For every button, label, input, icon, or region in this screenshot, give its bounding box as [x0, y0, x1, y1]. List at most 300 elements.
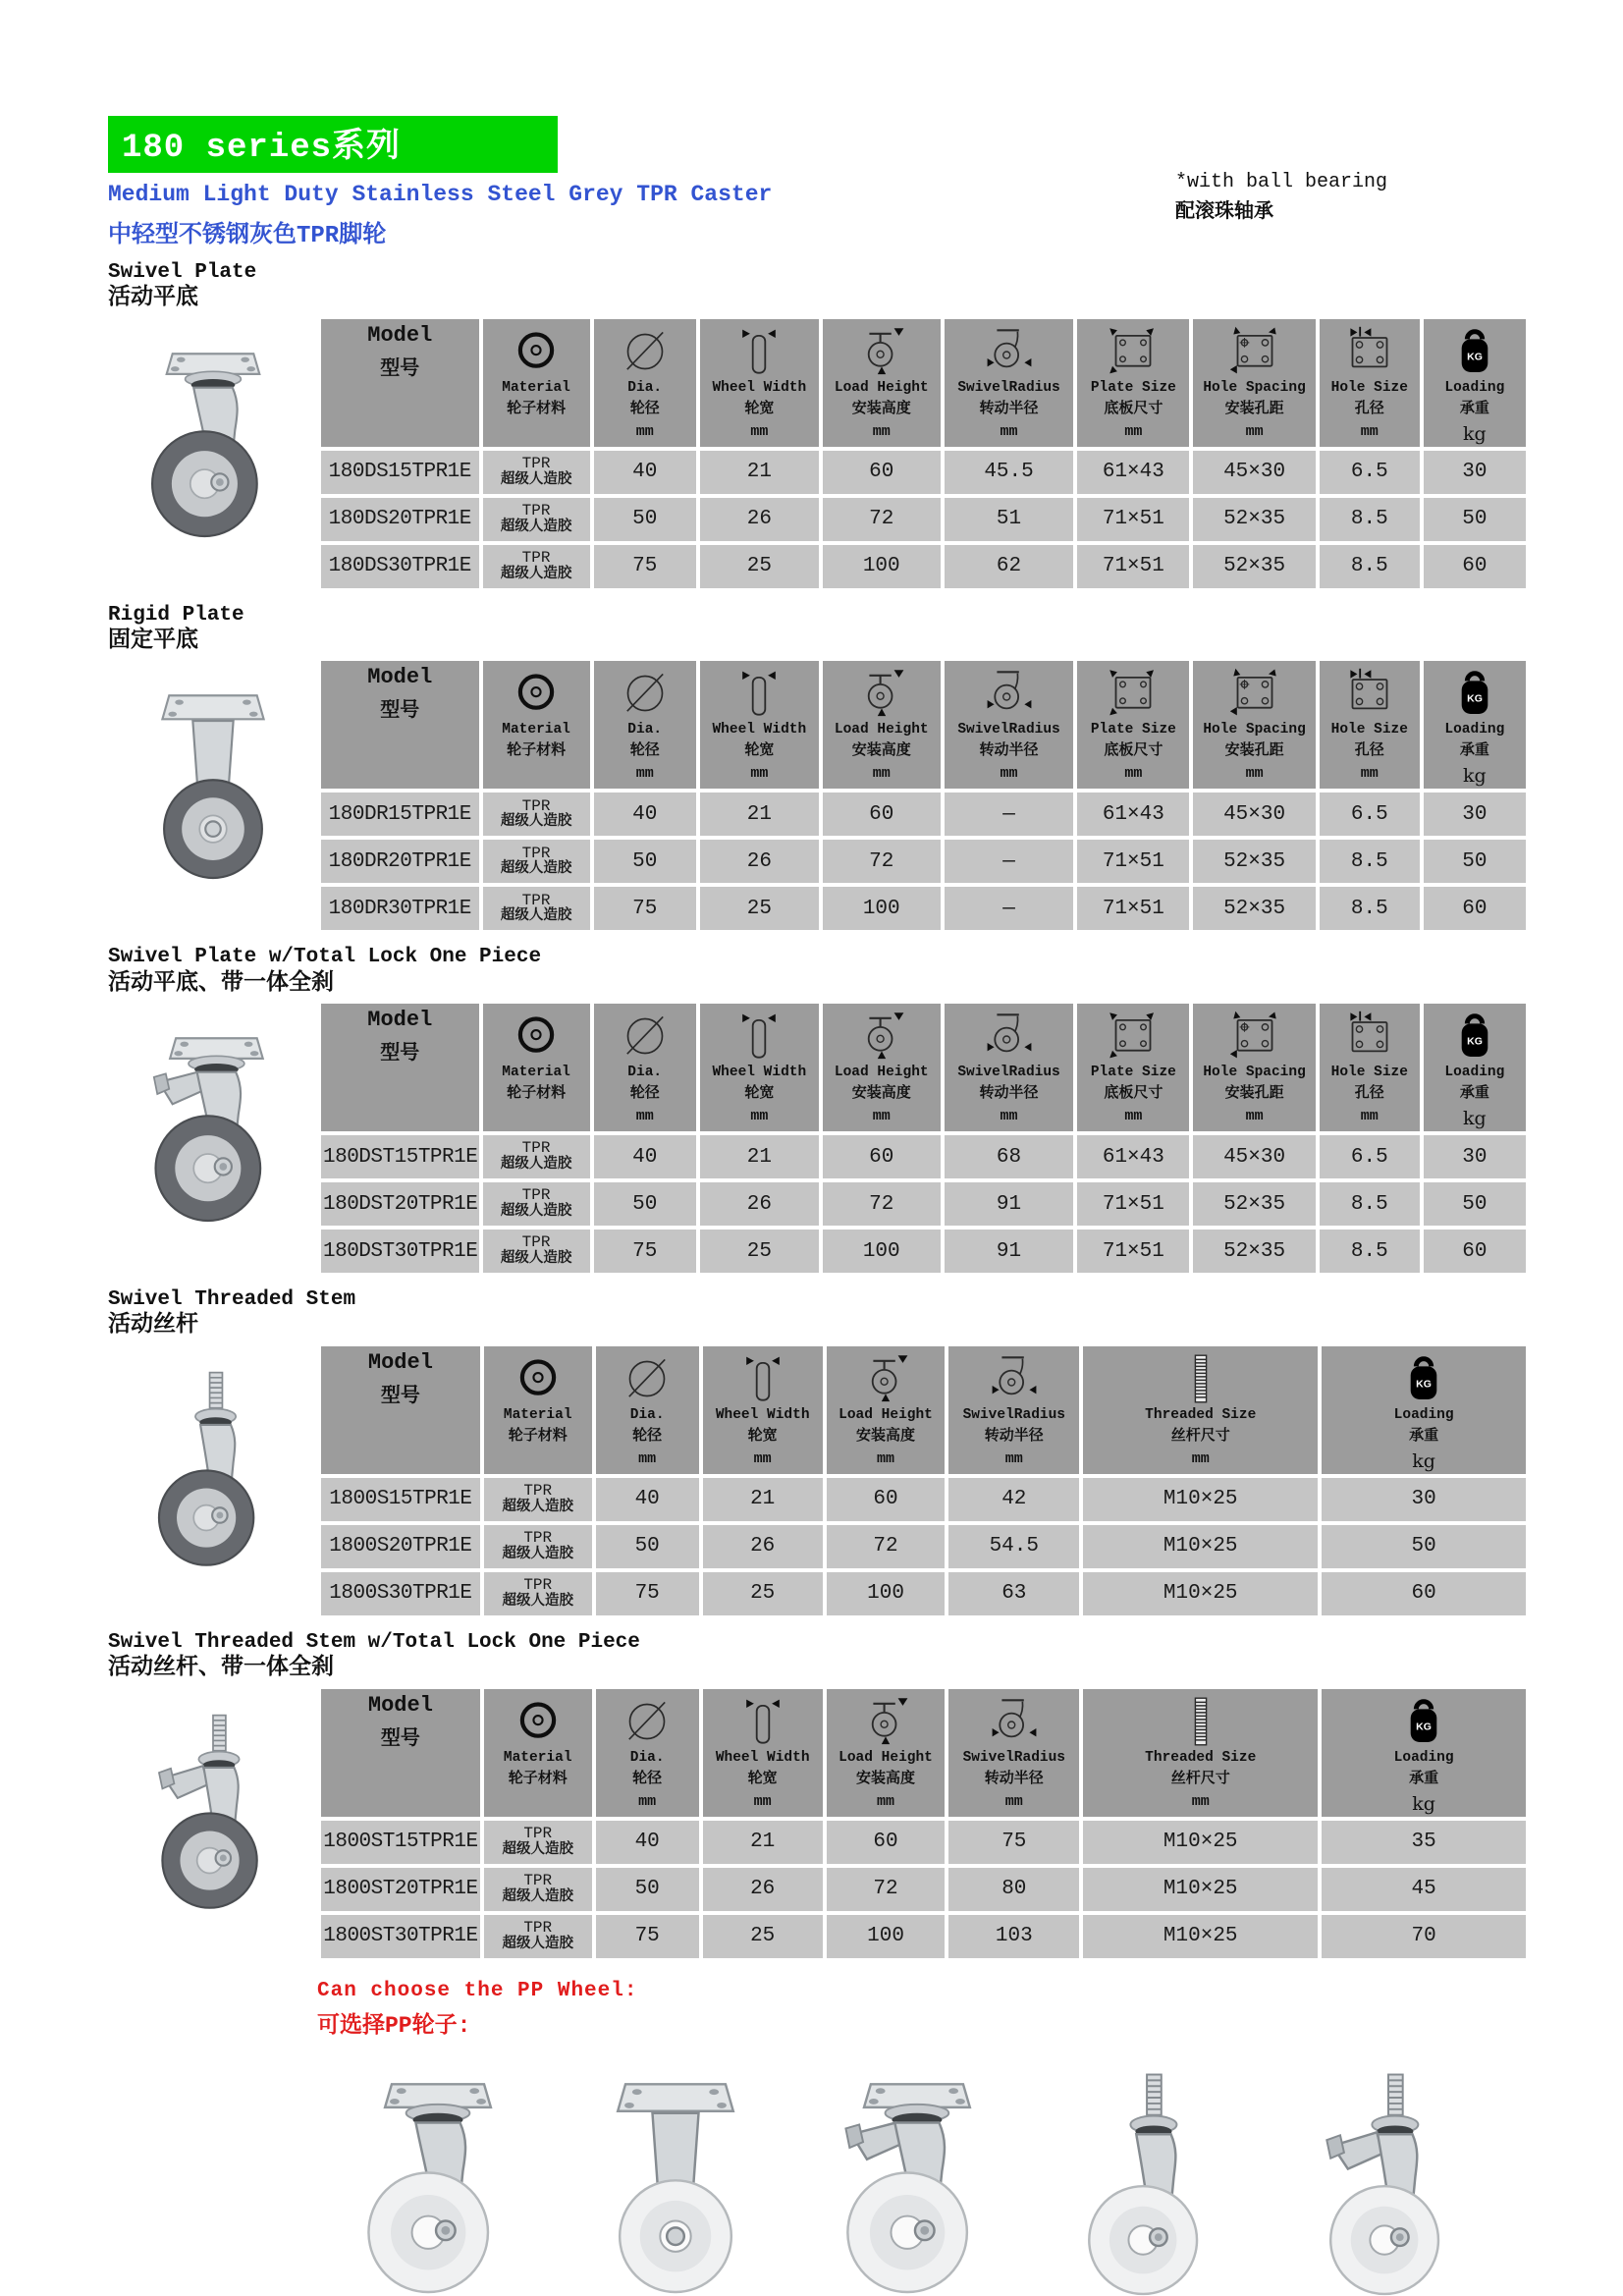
col-header-en: Hole Size: [1330, 722, 1408, 738]
col-header-zh: 丝杆尺寸: [1170, 1427, 1230, 1445]
col-header-dia: [596, 1346, 699, 1474]
gallery-photo-rigid-plate: [579, 2064, 772, 2296]
col-header-zh: 承重: [1459, 400, 1489, 417]
spec-table: [317, 1000, 1530, 1277]
cell-material: [484, 1868, 592, 1911]
cell-dia: 75: [594, 545, 696, 588]
cell-swivel_radius: 80: [948, 1868, 1079, 1911]
product-section: [108, 1631, 1623, 1962]
col-header-plate_size: [1077, 1004, 1189, 1131]
col-header-material: [483, 1004, 590, 1131]
col-header-zh: 轮子材料: [507, 1085, 567, 1103]
col-header-unit: kg: [1463, 765, 1487, 788]
col-header-zh: 轮径: [629, 742, 660, 760]
col-header-unit: mm: [1004, 1792, 1023, 1810]
spec-row: [321, 1915, 1526, 1958]
spec-header-row: [321, 1689, 1526, 1817]
material-en: TPR: [521, 548, 551, 567]
col-header-loading: [1424, 661, 1526, 789]
wheel-icon: [509, 666, 564, 721]
col-header-en: Hole Spacing: [1203, 379, 1306, 396]
section-heading-en: Swivel Threaded Stem: [108, 1288, 356, 1312]
load-height-icon: [854, 1009, 909, 1064]
loading-kg-icon: [1396, 1351, 1451, 1406]
col-header-en: Hole Spacing: [1203, 1065, 1306, 1081]
col-header-unit: [486, 1793, 590, 1811]
col-header-loading: [1322, 1346, 1526, 1474]
gallery-photo-threaded-stem-brake: [1292, 2064, 1485, 2296]
swivel-radius-icon: [982, 324, 1037, 379]
cell-dia: 50: [596, 1868, 699, 1911]
section-heading-en: Swivel Plate w/Total Lock One Piece: [108, 946, 542, 969]
cell-loading: 45: [1322, 1868, 1526, 1911]
col-header-zh: 丝杆尺寸: [1170, 1770, 1230, 1787]
cell-loading: 35: [1322, 1821, 1526, 1864]
col-header-en: SwivelRadius: [957, 722, 1060, 738]
section-heading-zh: 活动平底: [108, 285, 198, 311]
section-heading: [108, 261, 1623, 312]
col-header-unit: mm: [750, 765, 769, 783]
col-header-unit: mm: [750, 1108, 769, 1125]
cell-loading: 50: [1424, 840, 1526, 883]
material-en: TPR: [521, 796, 551, 815]
cell-model: 1800ST20TPR1E: [321, 1868, 480, 1911]
load-height-icon: [854, 324, 909, 379]
product-section: [108, 946, 1623, 1277]
cell-plate_size: 61×43: [1077, 451, 1189, 494]
section-heading: [108, 946, 1623, 997]
col-header-material: [483, 319, 590, 447]
col-header-unit: mm: [750, 422, 769, 440]
col-header-swivel_radius: [948, 1689, 1079, 1817]
ball-bearing-note-en: *with ball bearing: [1175, 171, 1388, 193]
col-header-unit: [486, 1450, 590, 1468]
product-photo-slot: [108, 657, 317, 904]
wheel-icon: [509, 324, 564, 379]
col-header-en: Hole Size: [1330, 1065, 1408, 1081]
col-header-loading: [1322, 1689, 1526, 1817]
ball-bearing-note-zh: 配滚珠轴承: [1175, 201, 1273, 224]
col-header-zh: 轮子材料: [507, 400, 567, 417]
material-en: TPR: [521, 1186, 551, 1205]
cell-plate_size: 61×43: [1077, 793, 1189, 836]
cell-load_height: 60: [827, 1478, 946, 1521]
gallery-photo-threaded-stem: [1055, 2064, 1247, 2296]
section-heading-zh: 活动平底、带一体全刹: [108, 969, 334, 996]
cell-wheel_width: 26: [700, 840, 819, 883]
col-header-zh: 安装高度: [851, 400, 911, 417]
spec-row: [321, 498, 1526, 541]
cell-hole_spacing: 52×35: [1193, 887, 1316, 930]
cell-plate_size: 71×51: [1077, 840, 1189, 883]
col-header-unit: mm: [635, 422, 654, 440]
material-en: TPR: [523, 1482, 553, 1501]
col-header-zh: 孔径: [1354, 400, 1384, 417]
cell-wheel_width: 25: [703, 1915, 823, 1958]
section-heading-en: Swivel Plate: [108, 261, 257, 284]
col-header-zh: 安装高度: [851, 1085, 911, 1103]
cell-material: [483, 1230, 590, 1273]
col-header-loading: [1424, 319, 1526, 447]
product-photo-threaded-stem-brake: [129, 1711, 298, 1933]
swivel-radius-icon: [982, 666, 1037, 721]
cell-swivel_radius: 42: [948, 1478, 1079, 1521]
cell-load_height: 72: [823, 1182, 941, 1226]
col-header-en: Load Height: [834, 1065, 929, 1081]
ball-bearing-note: [1175, 167, 1387, 228]
col-header-zh: 安装孔距: [1224, 1085, 1284, 1103]
col-header-en: Threaded Size: [1145, 1749, 1257, 1766]
cell-hole_spacing: 52×35: [1193, 1182, 1316, 1226]
col-header-model-zh: 型号: [380, 1727, 420, 1751]
page-header: [108, 116, 1623, 249]
cell-wheel_width: 25: [703, 1572, 823, 1615]
col-header-unit: mm: [872, 1108, 891, 1125]
cell-load_height: 72: [823, 498, 941, 541]
material-en: TPR: [523, 1918, 553, 1937]
wheel-icon: [509, 1009, 564, 1064]
cell-hole_spacing: 52×35: [1193, 1230, 1316, 1273]
subtitle-en: Medium Light Duty Stainless Steel Grey TPR Caster: [108, 182, 773, 207]
col-header-plate_size: [1077, 319, 1189, 447]
col-header-load_height: [823, 661, 941, 789]
col-header-dia: [594, 661, 696, 789]
cell-material: [484, 1915, 592, 1958]
product-section: [108, 261, 1623, 592]
col-header-unit: mm: [638, 1449, 657, 1467]
col-header-unit: kg: [1412, 1449, 1435, 1472]
col-header-model: [321, 661, 479, 789]
col-header-swivel_radius: [945, 1004, 1074, 1131]
swivel-radius-icon: [987, 1694, 1042, 1749]
spec-row: [321, 1525, 1526, 1568]
col-header-unit: [485, 765, 588, 783]
cell-hole_size: 8.5: [1320, 498, 1420, 541]
material-en: TPR: [521, 1233, 551, 1252]
pp-wheel-note: [317, 1980, 1623, 2039]
cell-loading: 30: [1424, 451, 1526, 494]
material-zh: 超级人造胶: [500, 861, 572, 878]
col-header-en: Wheel Width: [712, 1065, 807, 1081]
cell-load_height: 100: [823, 1230, 941, 1273]
col-header-zh: 承重: [1459, 1085, 1489, 1103]
col-header-en: Plate Size: [1090, 722, 1176, 738]
col-header-dia: [594, 1004, 696, 1131]
col-header-model: [321, 319, 479, 447]
cell-hole_size: 8.5: [1320, 545, 1420, 588]
cell-material: [483, 1182, 590, 1226]
spec-table: [317, 1342, 1530, 1619]
col-header-unit: mm: [1004, 1449, 1023, 1467]
material-en: TPR: [521, 454, 551, 472]
col-header-en: Loading: [1444, 379, 1505, 396]
col-header-unit: [485, 423, 588, 441]
col-header-dia: [594, 319, 696, 447]
col-header-zh: 安装孔距: [1224, 400, 1284, 417]
product-photo-swivel-plate-brake: [129, 1025, 298, 1247]
cell-load_height: 72: [823, 840, 941, 883]
hole-size-icon: [1342, 666, 1397, 721]
col-header-en: Dia.: [627, 1065, 663, 1081]
cell-load_height: 100: [823, 545, 941, 588]
product-photo-slot: [108, 315, 317, 563]
col-header-en: Wheel Width: [712, 722, 807, 738]
spec-table: [317, 315, 1530, 592]
cell-dia: 40: [594, 451, 696, 494]
cell-dia: 75: [594, 887, 696, 930]
diameter-icon: [618, 666, 673, 721]
material-zh: 超级人造胶: [502, 1936, 573, 1952]
col-header-swivel_radius: [948, 1346, 1079, 1474]
col-header-unit: mm: [1000, 765, 1018, 783]
col-header-zh: 安装高度: [856, 1770, 916, 1787]
section-body: [108, 657, 1623, 934]
col-header-unit: mm: [753, 1449, 772, 1467]
material-zh: 超级人造胶: [500, 814, 572, 831]
product-photo-swivel-plate: [129, 341, 298, 563]
col-header-zh: 安装高度: [856, 1427, 916, 1445]
col-header-en: Load Height: [839, 1749, 933, 1766]
col-header-en: Material: [502, 1065, 570, 1081]
col-header-zh: 轮宽: [744, 742, 775, 760]
cell-material: [483, 451, 590, 494]
diameter-icon: [620, 1351, 675, 1406]
cell-swivel_radius: 75: [948, 1821, 1079, 1864]
col-header-hole_size: [1320, 319, 1420, 447]
cell-hole_size: 6.5: [1320, 1135, 1420, 1178]
pp-wheel-note-zh: 可选择PP轮子:: [317, 2012, 471, 2039]
col-header-dia: [596, 1689, 699, 1817]
material-en: TPR: [521, 844, 551, 862]
col-header-unit: [485, 1108, 588, 1125]
section-body: [108, 1342, 1623, 1619]
spec-table: [317, 1685, 1530, 1962]
col-header-model-en: Model: [367, 665, 433, 690]
material-en: TPR: [523, 1576, 553, 1595]
col-header-unit: mm: [872, 765, 891, 783]
col-header-zh: 安装孔距: [1224, 742, 1284, 760]
col-header-unit: mm: [1360, 765, 1379, 783]
cell-threaded_size: M10×25: [1083, 1915, 1318, 1958]
spec-row: [321, 840, 1526, 883]
col-header-en: Load Height: [834, 722, 929, 738]
col-header-plate_size: [1077, 661, 1189, 789]
cell-dia: 40: [596, 1478, 699, 1521]
col-header-zh: 轮宽: [744, 1085, 775, 1103]
col-header-en: Loading: [1444, 722, 1505, 738]
cell-wheel_width: 21: [700, 451, 819, 494]
cell-swivel_radius: 103: [948, 1915, 1079, 1958]
plate-size-icon: [1106, 666, 1161, 721]
cell-model: 180DST30TPR1E: [321, 1230, 479, 1273]
material-zh: 超级人造胶: [500, 908, 572, 925]
col-header-load_height: [823, 319, 941, 447]
cell-swivel_radius: —: [945, 793, 1074, 836]
col-header-hole_spacing: [1193, 319, 1316, 447]
cell-dia: 40: [596, 1821, 699, 1864]
col-header-threaded_size: [1083, 1346, 1318, 1474]
loading-kg-icon: [1447, 324, 1502, 379]
cell-dia: 50: [594, 1182, 696, 1226]
col-header-en: Plate Size: [1090, 379, 1176, 396]
cell-model: 1800ST30TPR1E: [321, 1915, 480, 1958]
col-header-material: [484, 1346, 592, 1474]
cell-load_height: 60: [827, 1821, 946, 1864]
product-photo-threaded-stem: [129, 1368, 298, 1590]
material-zh: 超级人造胶: [500, 566, 572, 582]
material-en: TPR: [523, 1871, 553, 1889]
subtitle-zh: 中轻型不锈钢灰色TPR脚轮: [108, 223, 387, 249]
col-header-en: Dia.: [629, 1406, 665, 1423]
cell-hole_spacing: 45×30: [1193, 793, 1316, 836]
col-header-model-zh: 型号: [380, 357, 420, 381]
material-zh: 超级人造胶: [502, 1499, 573, 1515]
gallery-photo-swivel-plate: [342, 2064, 534, 2296]
col-header-en: SwivelRadius: [957, 1065, 1060, 1081]
material-en: TPR: [521, 501, 551, 519]
product-photo-rigid-plate: [129, 683, 298, 904]
section-body: [108, 1000, 1623, 1277]
col-header-load_height: [823, 1004, 941, 1131]
col-header-unit: mm: [877, 1792, 895, 1810]
col-header-model-zh: 型号: [380, 700, 420, 724]
cell-plate_size: 61×43: [1077, 1135, 1189, 1178]
col-header-en: Material: [503, 1406, 572, 1423]
cell-wheel_width: 21: [700, 793, 819, 836]
diameter-icon: [618, 324, 673, 379]
col-header-wheel_width: [700, 661, 819, 789]
hole-size-icon: [1342, 324, 1397, 379]
col-header-model: [321, 1346, 480, 1474]
col-header-en: Threaded Size: [1145, 1406, 1257, 1423]
cell-model: 1800S30TPR1E: [321, 1572, 480, 1615]
cell-dia: 75: [596, 1915, 699, 1958]
material-en: TPR: [523, 1529, 553, 1548]
col-header-swivel_radius: [945, 661, 1074, 789]
col-header-model-en: Model: [367, 1349, 433, 1375]
spec-row: [321, 1230, 1526, 1273]
col-header-zh: 轮子材料: [508, 1427, 568, 1445]
material-zh: 超级人造胶: [500, 1251, 572, 1268]
cell-plate_size: 71×51: [1077, 1182, 1189, 1226]
col-header-zh: 轮宽: [747, 1427, 778, 1445]
col-header-wheel_width: [703, 1689, 823, 1817]
cell-hole_size: 8.5: [1320, 1230, 1420, 1273]
col-header-en: SwivelRadius: [962, 1406, 1065, 1423]
col-header-en: Hole Size: [1330, 379, 1408, 396]
loading-kg-icon: [1447, 666, 1502, 721]
cell-loading: 30: [1322, 1478, 1526, 1521]
load-height-icon: [858, 1351, 913, 1406]
cell-wheel_width: 25: [700, 887, 819, 930]
col-header-en: Dia.: [627, 722, 663, 738]
sections-container: [108, 261, 1623, 1962]
cell-loading: 50: [1424, 1182, 1526, 1226]
cell-model: 180DR15TPR1E: [321, 793, 479, 836]
col-header-unit: mm: [635, 765, 654, 783]
hole-spacing-icon: [1227, 666, 1282, 721]
cell-load_height: 60: [823, 793, 941, 836]
spec-row: [321, 545, 1526, 588]
section-heading-en: Rigid Plate: [108, 603, 244, 627]
cell-material: [483, 545, 590, 588]
col-header-unit: kg: [1463, 1108, 1487, 1130]
col-header-en: Dia.: [629, 1749, 665, 1766]
col-header-en: Dia.: [627, 379, 663, 396]
col-header-zh: 孔径: [1354, 742, 1384, 760]
col-header-zh: 轮子材料: [508, 1770, 568, 1787]
col-header-en: Hole Spacing: [1203, 722, 1306, 738]
section-heading-zh: 固定平底: [108, 627, 198, 653]
col-header-unit: mm: [635, 1108, 654, 1125]
cell-load_height: 72: [827, 1525, 946, 1568]
cell-wheel_width: 26: [700, 498, 819, 541]
col-header-wheel_width: [703, 1346, 823, 1474]
spec-row: [321, 1135, 1526, 1178]
cell-loading: 70: [1322, 1915, 1526, 1958]
col-header-zh: 承重: [1409, 1427, 1439, 1445]
cell-load_height: 60: [823, 1135, 941, 1178]
cell-swivel_radius: 68: [945, 1135, 1074, 1178]
cell-material: [483, 840, 590, 883]
plate-size-icon: [1106, 324, 1161, 379]
col-header-unit: mm: [638, 1792, 657, 1810]
material-zh: 超级人造胶: [502, 1546, 573, 1562]
col-header-zh: 孔径: [1354, 1085, 1384, 1103]
col-header-material: [484, 1689, 592, 1817]
wheel-icon: [511, 1694, 566, 1749]
spec-row: [321, 1182, 1526, 1226]
col-header-zh: 轮子材料: [507, 742, 567, 760]
col-header-wheel_width: [700, 319, 819, 447]
cell-loading: 60: [1424, 1230, 1526, 1273]
col-header-model-en: Model: [367, 1692, 433, 1718]
spec-header-row: [321, 1004, 1526, 1131]
col-header-unit: mm: [1000, 1108, 1018, 1125]
cell-hole_spacing: 45×30: [1193, 1135, 1316, 1178]
col-header-unit: mm: [1000, 422, 1018, 440]
col-header-en: Load Height: [834, 379, 929, 396]
cell-load_height: 100: [827, 1915, 946, 1958]
col-header-model-en: Model: [367, 322, 433, 348]
cell-plate_size: 71×51: [1077, 1230, 1189, 1273]
cell-material: [484, 1572, 592, 1615]
hole-spacing-icon: [1227, 1009, 1282, 1064]
col-header-zh: 转动半径: [984, 1427, 1044, 1445]
section-heading-zh: 活动丝杆: [108, 1312, 198, 1339]
material-en: TPR: [521, 1139, 551, 1158]
col-header-en: Wheel Width: [715, 1749, 810, 1766]
material-zh: 超级人造胶: [500, 519, 572, 535]
col-header-zh: 轮径: [632, 1427, 663, 1445]
col-header-unit: mm: [1124, 1108, 1143, 1125]
cell-material: [484, 1821, 592, 1864]
cell-hole_spacing: 52×35: [1193, 498, 1316, 541]
cell-swivel_radius: 63: [948, 1572, 1079, 1615]
col-header-zh: 底板尺寸: [1104, 742, 1163, 760]
col-header-unit: mm: [1191, 1449, 1210, 1467]
cell-loading: 60: [1322, 1572, 1526, 1615]
cell-dia: 75: [596, 1572, 699, 1615]
material-zh: 超级人造胶: [500, 1157, 572, 1174]
col-header-material: [483, 661, 590, 789]
cell-hole_spacing: 52×35: [1193, 840, 1316, 883]
spec-header-row: [321, 661, 1526, 789]
cell-swivel_radius: —: [945, 887, 1074, 930]
col-header-model: [321, 1004, 479, 1131]
col-header-zh: 转动半径: [979, 1085, 1039, 1103]
product-section: [108, 604, 1623, 935]
